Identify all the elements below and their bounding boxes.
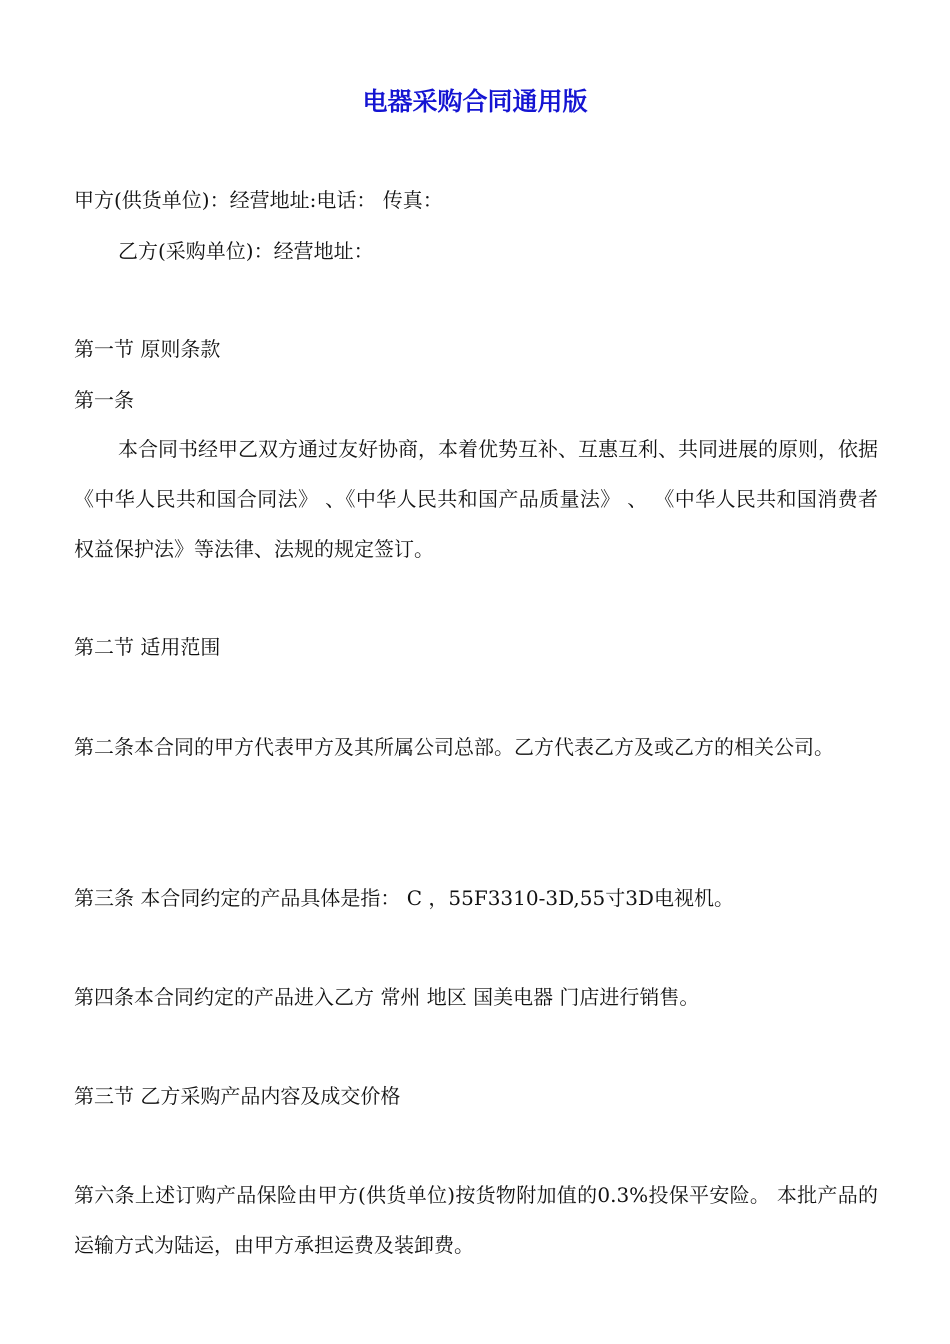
article-3-body: 第三条 本合同约定的产品具体是指： C ，55F3310-3D,55寸3D电视机。 — [74, 886, 734, 910]
party-b-line: 乙方(采购单位)：经营地址： — [118, 239, 374, 263]
article-4-body: 第四条本合同约定的产品进入乙方 常州 地区 国美电器 门店进行销售。 — [74, 985, 700, 1009]
section-2-heading: 第二节 适用范围 — [74, 635, 221, 659]
party-a-line: 甲方(供货单位)：经营地址:电话： 传真： — [74, 188, 443, 212]
section-1-heading: 第一节 原则条款 — [74, 337, 221, 361]
article-6-body: 第六条上述订购产品保险由甲方(供货单位)按货物附加值的0.3%投保平安险。 本批产品的运输方式为陆运，由甲方承担运费及装卸费。 — [74, 1183, 878, 1257]
document-title: 电器采购合同通用版 — [362, 87, 588, 116]
section-3-heading: 第三节 乙方采购产品内容及成交价格 — [74, 1084, 401, 1108]
article-1-heading: 第一条 — [74, 388, 134, 412]
article-1-body: 本合同书经甲乙双方通过友好协商，本着优势互补、互惠互利、共同进展的原则，依据《中华人民共和国合同法》 、《中华人民共和国产品质量法》 、 《中华人民共和国消费者权益保护法》等法律、法规的规定签订。 — [74, 437, 878, 561]
article-2-body: 第二条本合同的甲方代表甲方及其所属公司总部。乙方代表乙方及或乙方的相关公司。 — [74, 735, 834, 759]
